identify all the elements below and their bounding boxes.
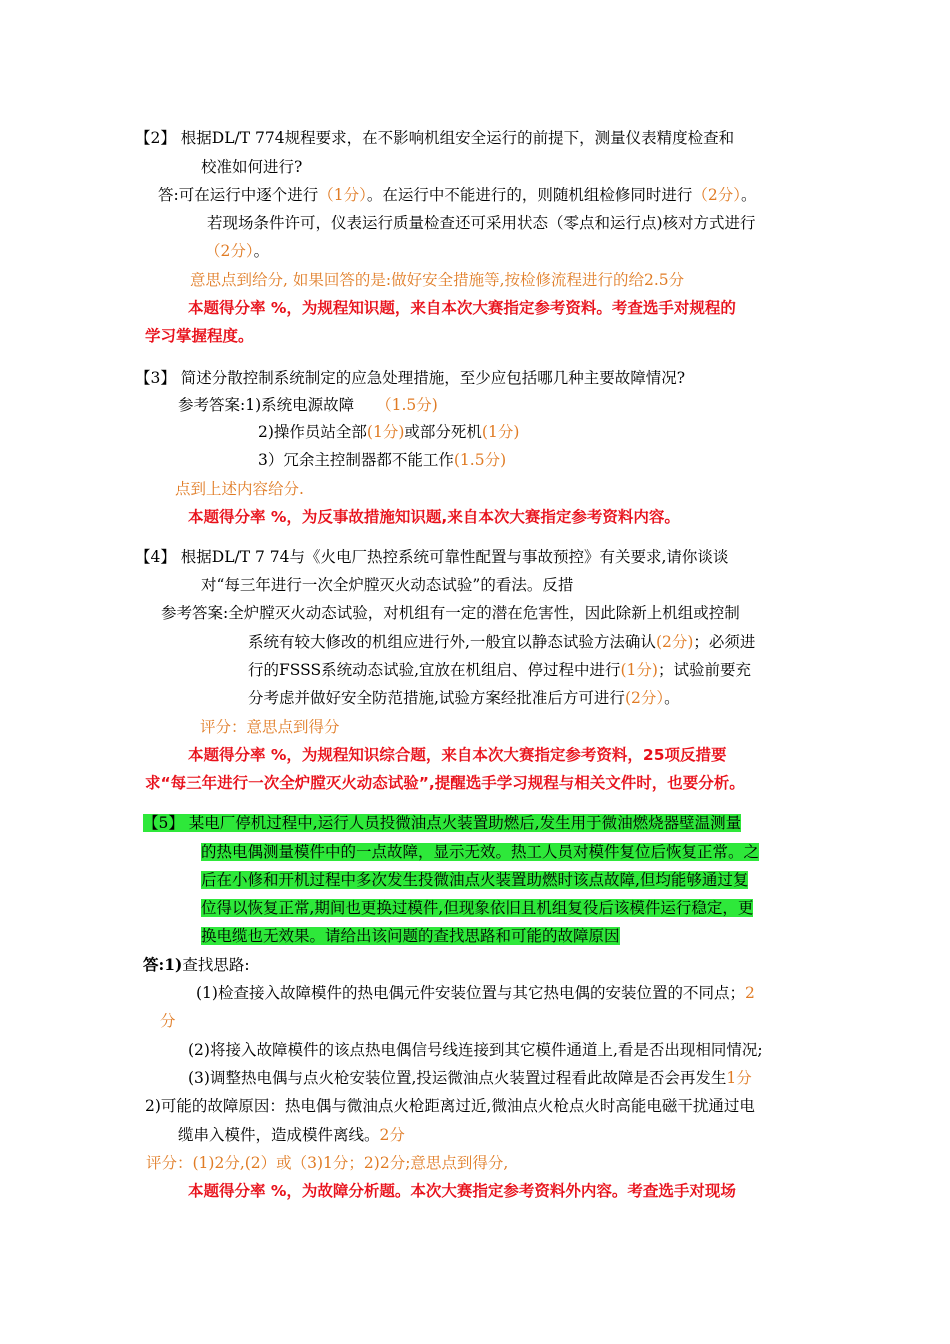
q2-question-line2: 校准如何进行? xyxy=(201,158,303,176)
q4-scoring-note: 评分：意思点到得分 xyxy=(200,718,340,736)
q5-cause-line1: 2)可能的故障原因：热电偶与微油点火枪距离过近,微油点火枪点火时高能电磁干扰通过电 xyxy=(145,1097,755,1115)
q5-step1-points: 分 xyxy=(160,1012,176,1030)
q5-question-line2: 的热电偶测量模件中的一点故障，显示无效。热工人员对模件复位后恢复正常。之 xyxy=(201,843,760,861)
q4-answer-line1: 参考答案:全炉膛灭火动态试验，对机组有一定的潜在危害性，因此除新上机组或控制 xyxy=(161,604,740,622)
q4-evaluation-line1: 本题得分率 %，为规程知识综合题，来自本次大赛指定参考资料，25项反措要 xyxy=(188,746,727,764)
q4-question-line2: 对“每三年进行一次全炉膛灭火动态试验”的看法。反措 xyxy=(201,576,574,594)
q3-scoring-note: 点到上述内容给分. xyxy=(175,480,304,498)
q5-answer-heading: 答:1)查找思路: xyxy=(143,955,250,974)
q2-answer-line1: 答:可在运行中逐个进行（1分）。在运行中不能进行的，则随机组检修同时进行（2分）。 xyxy=(158,186,757,204)
q2-scoring-note: 意思点到给分, 如果回答的是:做好安全措施等,按检修流程进行的给2.5分 xyxy=(190,271,685,289)
q5-question-line4: 位得以恢复正常,期间也更换过模件,但现象依旧且机组复役后该模件运行稳定，更 xyxy=(201,899,754,917)
q4-answer-line4: 分考虑并做好安全防范措施,试验方案经批准后方可进行(2分）。 xyxy=(248,689,680,707)
q5-question-line1: 【5】 某电厂停机过程中,运行人员投微油点火装置助燃后,发生用于微油燃烧器壁温测量 xyxy=(143,814,742,832)
q5-question-line3: 后在小修和开机过程中多次发生投微油点火装置助燃时该点故障,但均能够通过复 xyxy=(201,871,749,889)
q3-question: 【3】 简述分散控制系统制定的应急处理措施，至少应包括哪几种主要故障情况? xyxy=(135,369,686,387)
q5-scoring-note: 评分：(1)2分,(2）或（3)1分；2)2分;意思点到得分, xyxy=(146,1154,509,1172)
q4-answer-line2: 系统有较大修改的机组应进行外,一般宜以静态试验方法确认(2分)；必须进 xyxy=(248,633,756,651)
q4-question-line1: 【4】 根据DL/T 7 74与《火电厂热控系统可靠性配置与事故预控》有关要求,请你谈谈 xyxy=(135,548,729,566)
q5-step3: (3)调整热电偶与点火枪安装位置,投运微油点火装置过程看此故障是否会再发生1分 xyxy=(188,1069,752,1087)
q2-evaluation-line1: 本题得分率 %，为规程知识题，来自本次大赛指定参考资料。考查选手对规程的 xyxy=(188,299,736,317)
q5-step2: (2)将接入故障模件的该点热电偶信号线连接到其它模件通道上,看是否出现相同情况; xyxy=(188,1041,763,1059)
q3-answer-line2: 2)操作员站全部(1分)或部分死机(1分) xyxy=(258,423,520,441)
q4-evaluation-line2: 求“每三年进行一次全炉膛灭火动态试验”,提醒选手学习规程与相关文件时，也要分析。 xyxy=(145,774,745,792)
q3-answer-line1: 参考答案:1)系统电源故障 （1.5分) xyxy=(178,396,438,414)
q2-answer-line2: 若现场条件许可，仪表运行质量检查还可采用状态（零点和运行点)核对方式进行 xyxy=(207,214,756,232)
q3-evaluation: 本题得分率 %，为反事故措施知识题,来自本次大赛指定参考资料内容。 xyxy=(188,508,680,526)
q5-step1: (1)检查接入故障模件的热电偶元件安装位置与其它热电偶的安装位置的不同点；2 xyxy=(196,984,755,1002)
q2-evaluation-line2: 学习掌握程度。 xyxy=(145,327,254,345)
q5-evaluation: 本题得分率 %，为故障分析题。本次大赛指定参考资料外内容。考查选手对现场 xyxy=(188,1182,736,1200)
q3-answer-line3: 3）冗余主控制器都不能工作(1.5分) xyxy=(258,451,507,469)
q2-question-line1: 【2】 根据DL/T 774规程要求，在不影响机组安全运行的前提下，测量仪表精度检查和 xyxy=(135,129,735,147)
q5-cause-line2: 缆串入模件，造成模件离线。2分 xyxy=(178,1126,405,1144)
q5-question-line5: 换电缆也无效果。请给出该问题的查找思路和可能的故障原因 xyxy=(201,927,620,945)
q4-answer-line3: 行的FSSS系统动态试验,宜放在机组启、停过程中进行(1分)；试验前要充 xyxy=(248,661,751,679)
q2-answer-line3: （2分）。 xyxy=(205,242,270,260)
